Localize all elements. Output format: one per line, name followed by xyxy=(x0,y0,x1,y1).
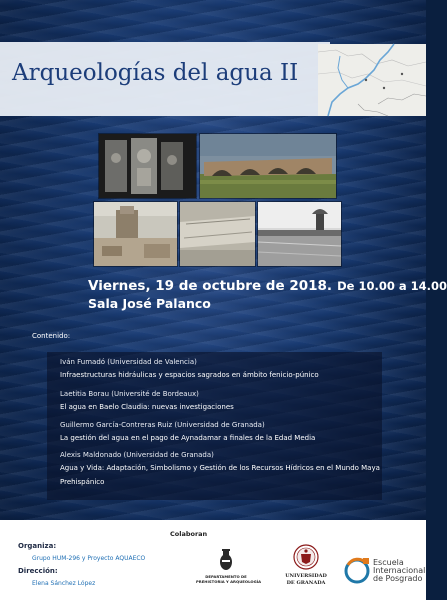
ugr-line1: UNIVERSIDAD xyxy=(285,573,327,579)
talk-title-continued: Prehispánico xyxy=(60,478,105,486)
talk-speaker: Alexis Maldonado (Universidad de Granada) xyxy=(60,451,214,459)
map-image xyxy=(318,44,426,116)
ugr-line2: DE GRANADA xyxy=(286,580,326,586)
talk-title: Agua y Vida: Adaptación, Simbolismo y Gestión de los Recursos Hídricos en el Mundo Maya xyxy=(60,464,380,472)
contents-label: Contenido: xyxy=(32,332,71,340)
photo-stone-structure xyxy=(93,201,178,267)
talk-speaker: Guillermo García-Contreras Ruiz (Universidad de Granada) xyxy=(60,421,265,429)
event-date: Viernes, 19 de octubre de 2018. xyxy=(88,278,333,294)
page-title: Arqueologías del agua II xyxy=(12,60,299,86)
organiza-label: Organiza: xyxy=(18,542,57,550)
event-time: De 10.00 a 14.00 xyxy=(337,279,447,293)
talk-speaker: Iván Fumadó (Universidad de Valencia) xyxy=(60,358,197,366)
ep-line1: Escuela xyxy=(373,558,404,567)
direccion-label: Dirección: xyxy=(18,567,58,575)
talk-speaker: Laetitia Borau (Université de Bordeaux) xyxy=(60,390,199,398)
talk-item xyxy=(60,421,315,443)
photo-water-tank-bw xyxy=(257,201,342,267)
talk-item xyxy=(60,451,380,487)
colaboran-label: Colaboran xyxy=(170,530,208,538)
photo-stone-surface xyxy=(179,201,256,267)
ep-line3: de Posgrado xyxy=(373,574,423,583)
event-venue: Sala José Palanco xyxy=(88,296,211,311)
ep-line2: Internacional xyxy=(373,566,426,575)
photo-carved-reliefs xyxy=(98,133,197,199)
footer xyxy=(0,520,426,600)
talk-title: Infraestructuras hidráulicas y espacios sagrados en ámbito fenicio-púnico xyxy=(60,371,319,379)
prehistoria-line2: PREHISTORIA Y ARQUEOLOGÍA xyxy=(196,579,262,584)
urn-logo-icon xyxy=(219,548,233,576)
escuela-posgrado-logo-icon xyxy=(345,556,373,588)
prehistoria-logo-text xyxy=(196,574,262,584)
direccion-value: Elena Sánchez López xyxy=(32,580,96,587)
talk-title: El agua en Baelo Claudia: nuevas investigaciones xyxy=(60,403,234,411)
university-crest-icon xyxy=(293,544,319,574)
talk-item xyxy=(60,390,234,412)
talk-title: La gestión del agua en el pago de Aynadamar a finales de la Edad Media xyxy=(60,434,316,442)
prehistoria-line1: DEPARTAMENTO DE xyxy=(205,574,247,579)
organiza-value: Grupo HUM-296 y Proyecto AQUAECO xyxy=(32,555,146,562)
photo-aqueduct-ruins xyxy=(199,133,337,199)
talk-item xyxy=(60,358,319,380)
ugr-logo-text xyxy=(283,573,329,587)
event-date-time xyxy=(88,275,447,294)
